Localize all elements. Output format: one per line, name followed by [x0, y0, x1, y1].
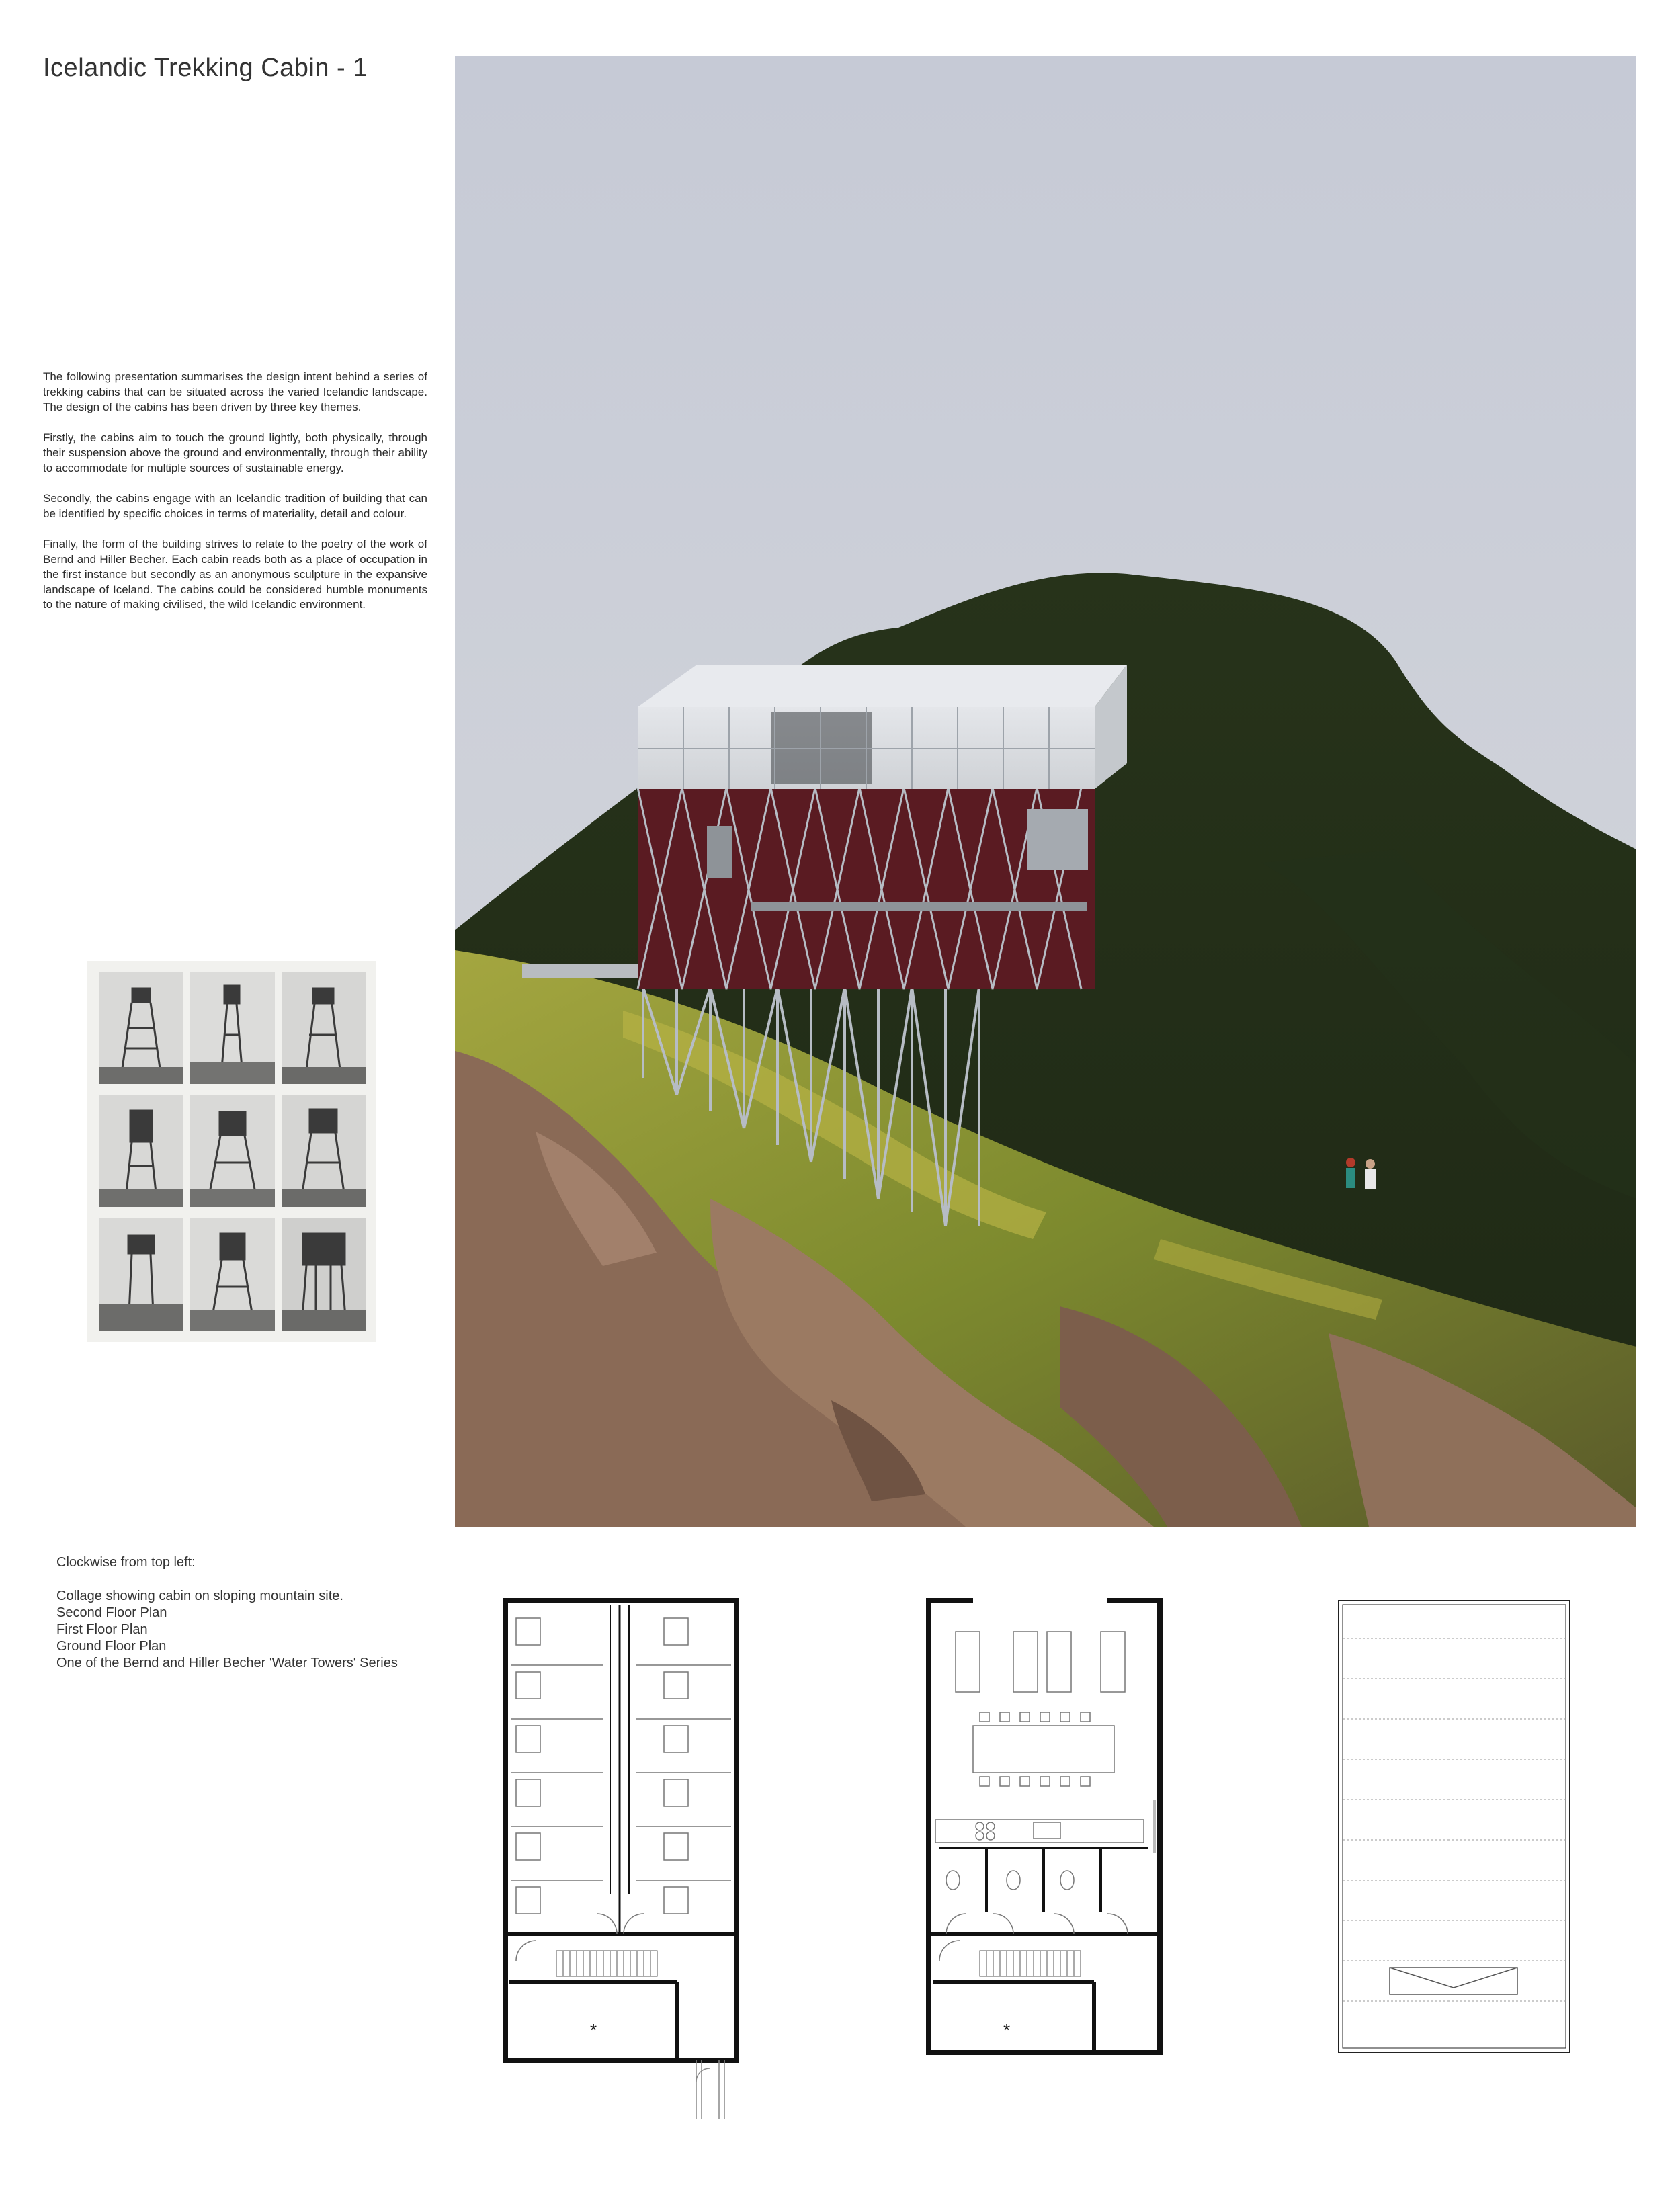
caption-item: First Floor Plan — [56, 1622, 148, 1637]
caption-item: Ground Floor Plan — [56, 1639, 167, 1654]
cabin-collage-image — [455, 56, 1636, 1527]
second-floor-plan — [503, 1598, 739, 2122]
page-title: Icelandic Trekking Cabin - 1 — [43, 54, 368, 82]
caption-item: Second Floor Plan — [56, 1605, 167, 1620]
caption-item: One of the Bernd and Hiller Becher 'Water Towers' Series — [56, 1656, 398, 1671]
first-floor-plan — [926, 1598, 1163, 2055]
ground-floor-plan — [1336, 1598, 1572, 2055]
stair-marker: * — [590, 2020, 597, 2040]
intro-paragraph: Finally, the form of the building strives to relate to the poetry of the work of Bernd and Hiller Becher. Each cabin reads both as a place of occupation in the first instance but secondly as an anonymous sculpture in the expansive landscape of Iceland. The cabins could be considered humble monuments to the nature of making civilised, the wild Icelandic environment. — [43, 538, 427, 611]
intro-paragraph: Secondly, the cabins engage with an Icelandic tradition of building that can be identified by specific choices in terms of materiality, detail and colour. — [43, 492, 427, 520]
intro-text — [43, 370, 427, 628]
water-towers-image — [87, 961, 376, 1342]
caption-item: Collage showing cabin on sloping mountain site. — [56, 1589, 343, 1603]
stair-marker: * — [1003, 2020, 1011, 2040]
intro-paragraph: Firstly, the cabins aim to touch the ground lightly, both physically, through their suspension above the ground and environmentally, through their ability to accommodate for multiple sources of sustainable energy. — [43, 431, 427, 474]
caption-heading: Clockwise from top left: — [56, 1555, 196, 1570]
intro-paragraph: The following presentation summarises the design intent behind a series of trekking cabins that can be situated across the varied Icelandic landscape. The design of the cabins has been driven by three key themes. — [43, 370, 427, 413]
figure-caption — [56, 1554, 398, 1672]
